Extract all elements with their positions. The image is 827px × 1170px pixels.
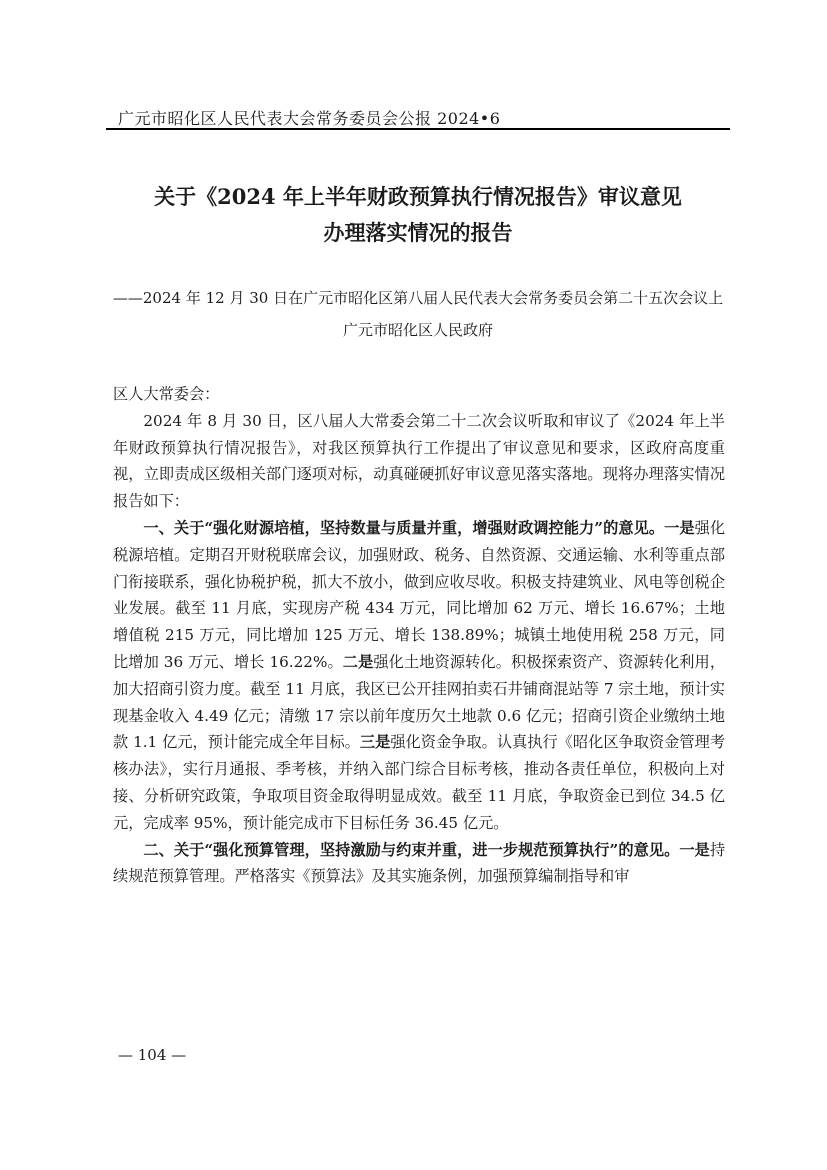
header-rule (106, 128, 730, 130)
section-1-heading: 一、关于“强化财源培植，坚持数量与质量并重，增强财政调控能力”的意见。 (143, 518, 665, 537)
meeting-subtitle: ——2024 年 12 月 30 日在广元市昭化区第八届人民代表大会常务委员会第二十五次会议上 (112, 289, 724, 307)
paragraph-section-2 (113, 837, 725, 891)
bulletin-header: 广元市昭化区人民代表大会常务委员会公报 2024•6 (118, 109, 501, 128)
paragraph-intro: 2024 年 8 月 30 日，区八届人大常委会第二十二次会议听取和审议了《2024 年上半年财政预算执行情况报告》，对我区预算执行工作提出了审议意见和要求，区政府高度重视，立即责成区级相关部门逐项对标，动真碰硬抓好审议意见落实落地。现将办理落实情况报告如下： (113, 411, 725, 511)
report-title-line-1: 关于《2024 年上半年财政预算执行情况报告》审议意见 (154, 184, 682, 209)
page-number: — 104 — (118, 1046, 187, 1064)
point-text: 强化资金争取。认真执行《昭化区争取资金管理考核办法》，实行月通报、季考核，并纳入部门综合目标考核，推动各责任单位，积极向上对接、分析研究政策，争取项目资金取得明显成效。截至 11 月底，争取资金已到位 34.5 亿元，完成率 95%，预计能完成市下目标任务 36.45 亿元。 (113, 733, 726, 832)
point-text: 强化土地资源转化。积极探索资产、资源转化利用，加大招商引资力度。截至 11 月底，我区已公开挂网拍卖石井铺商混站等 7 宗土地，预计实现基金收入 4.49 亿元；清缴 17 宗以前年度历欠土地款 0.6 亿元；招商引资企业缴纳土地款 1.1 亿元，预计能完成全年目标。 (113, 652, 726, 752)
issuer-name: 广元市昭化区人民政府 (342, 321, 493, 339)
section-2-heading: 二、关于“强化预算管理，坚持激励与约束并重，进一步规范预算执行”的意见。 (143, 840, 680, 859)
report-body (113, 381, 725, 890)
point-text: 强化税源培植。定期召开财税联席会议，加强财政、税务、自然资源、交通运输、水利等重点部门衔接联系，强化协税护税，抓大不放小，做到应收尽收。积极支持建筑业、风电等创税企业发展。截至 11 月底，实现房产税 434 万元，同比增加 62 万元、增长 16.67%；土地增值税 215 万元，同比增加 125 万元、增长 138.89%；城镇土地使用税 258 万元，同比增加 36 万元、增长 16.22%。 (113, 518, 726, 671)
point-marker: 二是 (342, 652, 374, 671)
point-marker: 一是 (679, 840, 710, 859)
report-title-line-2: 办理落实情况的报告 (323, 220, 513, 245)
salutation: 区人大常委会： (113, 385, 220, 403)
paragraph-section-1 (113, 515, 725, 837)
point-marker: 一是 (664, 518, 695, 537)
point-marker: 三是 (359, 733, 391, 752)
point-text: 持续规范预算管理。严格落实《预算法》及其实施条例，加强预算编制指导和审 (113, 840, 725, 886)
